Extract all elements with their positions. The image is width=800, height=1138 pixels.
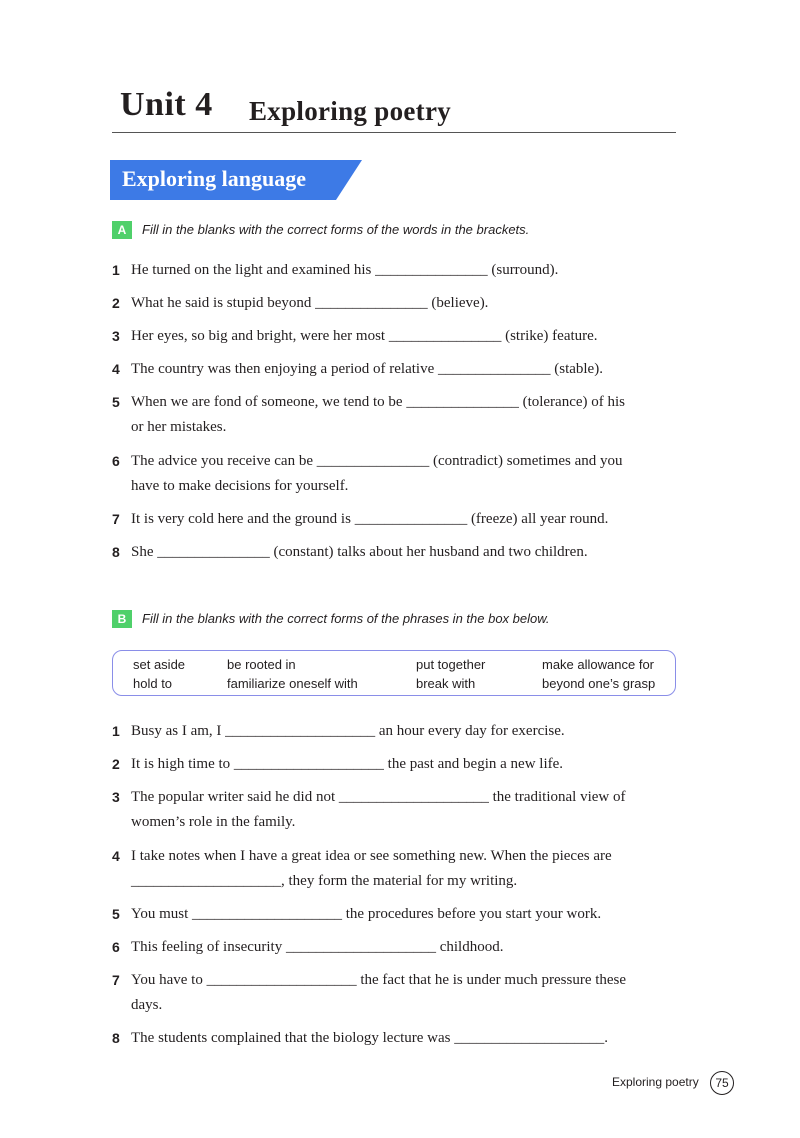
item-number: 3 xyxy=(112,328,120,344)
item-text: You have to ____________________ the fact that he is under much pressure these days. xyxy=(131,972,627,1013)
phrase: beyond one’s grasp xyxy=(542,676,656,691)
footer-title: Exploring poetry xyxy=(612,1075,699,1089)
item-text: What he said is stupid beyond _______________ (believe). xyxy=(131,295,489,311)
exercise-b-instruction: Fill in the blanks with the correct forms of the phrases in the box below. xyxy=(142,611,550,626)
item-text: Her eyes, so big and bright, were her most _______________ (strike) feature. xyxy=(131,328,598,344)
exercise-a-instruction: Fill in the blanks with the correct forms of the words in the brackets. xyxy=(142,222,530,237)
item-text: He turned on the light and examined his _______________ (surround). xyxy=(131,262,559,278)
item-text: She _______________ (constant) talks about her husband and two children. xyxy=(131,544,588,560)
exercise-b-badge: B xyxy=(112,610,132,628)
phrase: break with xyxy=(416,676,476,691)
unit-title: Exploring poetry xyxy=(249,96,452,126)
item-number: 2 xyxy=(112,295,120,311)
phrase: put together xyxy=(416,657,486,672)
item-text: The advice you receive can be _______________ (contradict) sometimes and you have to make decisions for yourself. xyxy=(131,453,623,494)
section-title: Exploring language xyxy=(122,166,306,191)
item-text: I take notes when I have a great idea or see something new. When the pieces are ____________________, they form the material for my writing. xyxy=(131,848,612,889)
item-text: This feeling of insecurity ____________________ childhood. xyxy=(131,939,504,955)
item-number: 5 xyxy=(112,906,120,922)
item-number: 5 xyxy=(112,394,120,410)
unit-header xyxy=(112,86,676,133)
item-number: 7 xyxy=(112,972,120,988)
page-number: 75 xyxy=(710,1071,734,1095)
section-banner xyxy=(110,160,362,200)
item-text: Busy as I am, I ____________________ an hour every day for exercise. xyxy=(131,723,565,739)
item-text: You must ____________________ the procedures before you start your work. xyxy=(131,906,602,922)
phrase: make allowance for xyxy=(542,657,654,672)
item-number: 1 xyxy=(112,723,120,739)
phrase: set aside xyxy=(133,657,186,672)
phrase: hold to xyxy=(133,676,173,691)
item-text: The popular writer said he did not ____________________ the traditional view of women’s role in the family. xyxy=(131,789,626,830)
item-text: It is very cold here and the ground is _______________ (freeze) all year round. xyxy=(131,511,609,527)
item-number: 6 xyxy=(112,453,120,469)
item-text: The students complained that the biology lecture was ____________________. xyxy=(131,1030,608,1046)
item-text: It is high time to ____________________ the past and begin a new life. xyxy=(131,756,564,772)
item-number: 3 xyxy=(112,789,120,805)
item-number: 7 xyxy=(112,511,120,527)
phrase-box xyxy=(112,650,676,696)
exercise-a-badge: A xyxy=(112,221,132,239)
item-number: 2 xyxy=(112,756,120,772)
item-number: 8 xyxy=(112,1030,120,1046)
item-number: 4 xyxy=(112,361,120,377)
phrase: be rooted in xyxy=(227,657,296,672)
item-number: 8 xyxy=(112,544,120,560)
item-number: 1 xyxy=(112,262,120,278)
item-number: 4 xyxy=(112,848,120,864)
item-number: 6 xyxy=(112,939,120,955)
item-text: When we are fond of someone, we tend to be _______________ (tolerance) of his or her mistakes. xyxy=(131,394,626,435)
item-text: The country was then enjoying a period of relative _______________ (stable). xyxy=(131,361,603,377)
unit-label: Unit 4 xyxy=(120,86,213,123)
phrase: familiarize oneself with xyxy=(227,676,358,691)
